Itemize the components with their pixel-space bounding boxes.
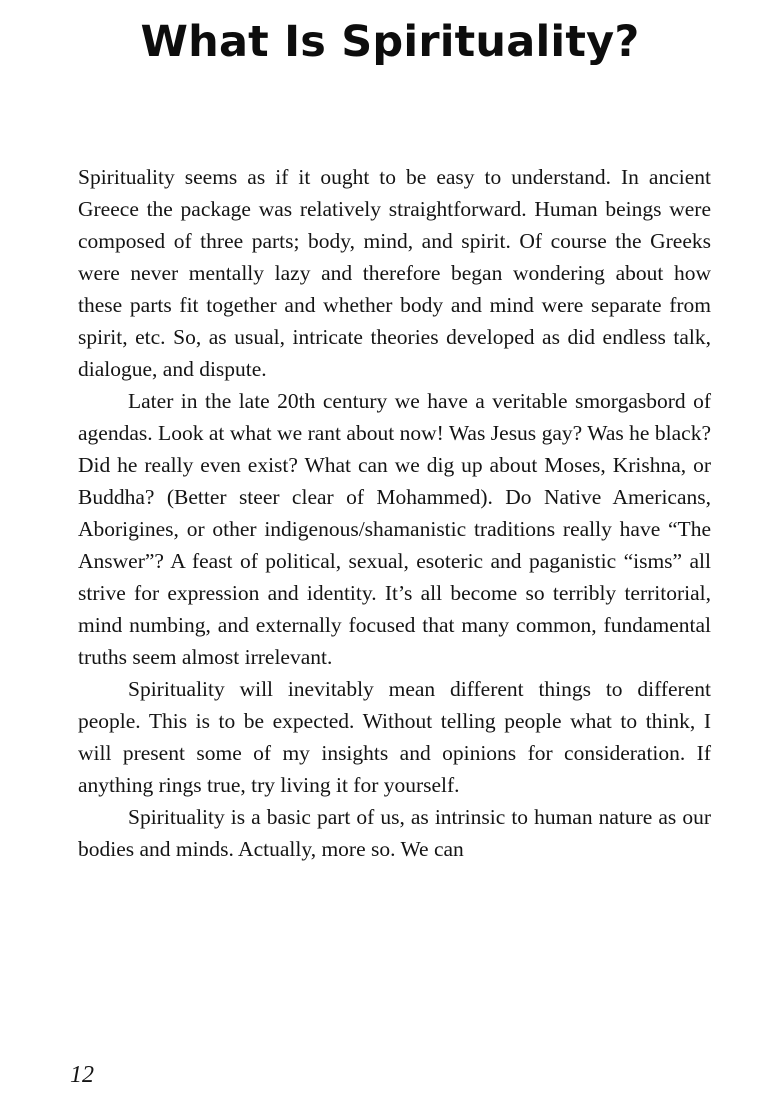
chapter-title: What Is Spirituality? — [140, 17, 640, 67]
paragraph-2: Later in the late 20th century we have a veritable smorgasbord of agendas. Look at what we rant about now! Was Jesus gay? Was he black? Did he really even exist? What can we dig up about Moses, Krishna, or Buddha? (Better steer clear of Mohammed). Do Native Americans, Aborigines, or other indigenous/shamanistic traditions really have “The Answer”? A feast of political, sexual, esoteric and paganistic “isms” all strive for expression and identity. It’s all become so terribly territorial, mind numbing, and externally focused that many common, fundamental truths seem almost irrelevant. — [78, 389, 711, 669]
page-number: 12 — [70, 1062, 94, 1088]
paragraph-4: Spirituality is a basic part of us, as intrinsic to human nature as our bodies and minds. Actually, more so. We can — [78, 805, 711, 861]
paragraph-1: Spirituality seems as if it ought to be easy to understand. In ancient Greece the package was relatively straightforward. Human beings were composed of three parts; body, mind, and spirit. Of course the Greeks were never mentally lazy and therefore began wondering about how these parts fit together and whether body and mind were separate from spirit, etc. So, as usual, intricate theories developed as did endless talk, dialogue, and dispute. — [78, 165, 711, 381]
body-text — [78, 161, 711, 865]
paragraph-3: Spirituality will inevitably mean different things to different people. This is to be expected. Without telling people what to think, I will present some of my insights and opinions for consideration. If anything rings true, try living it for yourself. — [78, 677, 711, 797]
